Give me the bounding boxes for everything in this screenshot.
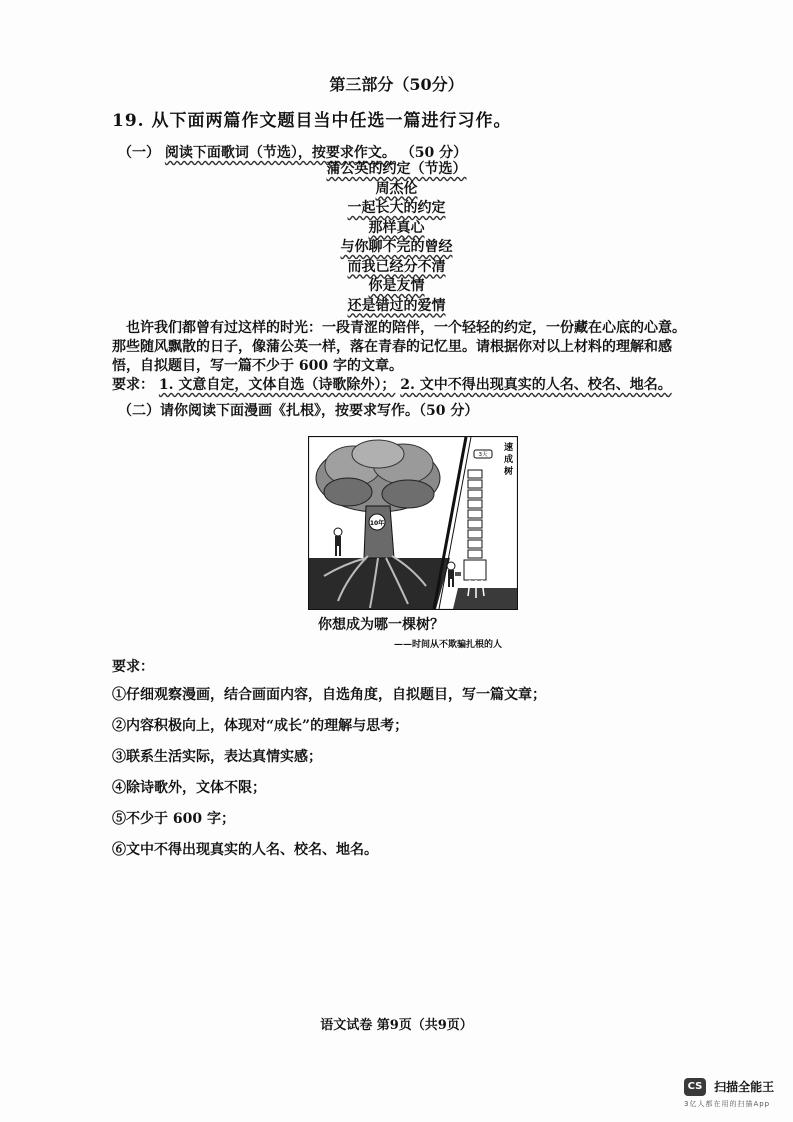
material-line: 悟，自拟题目，写一篇不少于 600 字的文章。 bbox=[112, 358, 403, 374]
requirement-item: ④除诗歌外，文体不限； bbox=[112, 780, 266, 796]
poem-title: 蒲公英的约定（节选） bbox=[326, 161, 467, 177]
material-req-one: 1. 文意自定，文体自选（诗歌除外）； bbox=[158, 377, 396, 393]
material-req-label: 要求： bbox=[112, 377, 154, 393]
poem-line: 还是错过的爱情 bbox=[347, 297, 446, 314]
option-one-heading bbox=[118, 142, 467, 162]
comic-caption: 你想成为哪一棵树？ bbox=[318, 617, 444, 633]
poem-author: 周杰伦 bbox=[375, 180, 418, 197]
requirement-item: ②内容积极向上，体现对“成长”的理解与思考； bbox=[112, 718, 409, 734]
material-line: 也许我们都曾有过这样的时光：一段青涩的陪伴，一个轻轻的约定，一份藏在心底的心意。 bbox=[126, 320, 686, 336]
option-one-instruction: 阅读下面歌词（节选），按要求作文。 bbox=[164, 145, 396, 161]
poem-line: 一起长大的约定 bbox=[347, 200, 446, 216]
poem-line: 而我已经分不清 bbox=[347, 258, 446, 275]
requirement-item: ①仔细观察漫画，结合画面内容，自选角度，自拟题目，写一篇文章； bbox=[112, 687, 546, 703]
question-title: 19. 从下面两篇作文题目当中任选一篇进行习作。 bbox=[112, 111, 512, 131]
comic-signature: ——时间从不欺骗扎根的人 bbox=[394, 640, 503, 650]
material-paragraph bbox=[112, 319, 752, 395]
poem-block bbox=[0, 160, 793, 316]
poem-line: 与你聊不完的曾经 bbox=[340, 239, 453, 255]
option-one-score: （50 分） bbox=[400, 145, 468, 161]
scanner-watermark bbox=[684, 1076, 774, 1109]
option-one-label: （一） bbox=[118, 145, 160, 161]
page-footer: 语文试卷 第9页（共9页） bbox=[320, 1018, 473, 1033]
option-two-heading: （二）请你阅读下面漫画《扎根》，按要求写作。（50 分） bbox=[118, 403, 479, 419]
requirement-item: ③联系生活实际，表达真情实感； bbox=[112, 749, 322, 765]
scanner-logo-icon: CS bbox=[684, 1078, 706, 1096]
material-req-two: 2. 文中不得出现真实的人名、校名、地名。 bbox=[400, 377, 672, 393]
material-requirements bbox=[112, 376, 752, 395]
section-title: 第三部分（50分） bbox=[329, 75, 464, 94]
fast-tree-label: 速 成 树 bbox=[504, 443, 514, 477]
material-line: 那些随风飘散的日子，像蒲公英一样，落在青春的记忆里。请根据你对以上材料的理解和感 bbox=[112, 339, 672, 355]
poem-line: 你是友情 bbox=[368, 278, 425, 294]
requirements-heading: 要求： bbox=[112, 659, 154, 675]
requirement-item: ⑤不少于 600 字； bbox=[112, 811, 235, 827]
scanner-tagline: 3亿人都在用的扫描App bbox=[684, 1099, 771, 1108]
requirement-item: ⑥文中不得出现真实的人名、校名、地名。 bbox=[112, 842, 378, 858]
fast-tree-tag: 3天 bbox=[478, 452, 488, 458]
comic-illustration bbox=[308, 436, 518, 610]
scanner-app-name: 扫描全能王 bbox=[714, 1080, 775, 1094]
poem-line: 那样真心 bbox=[368, 219, 425, 236]
tree-age-badge: 10年 bbox=[369, 520, 385, 527]
